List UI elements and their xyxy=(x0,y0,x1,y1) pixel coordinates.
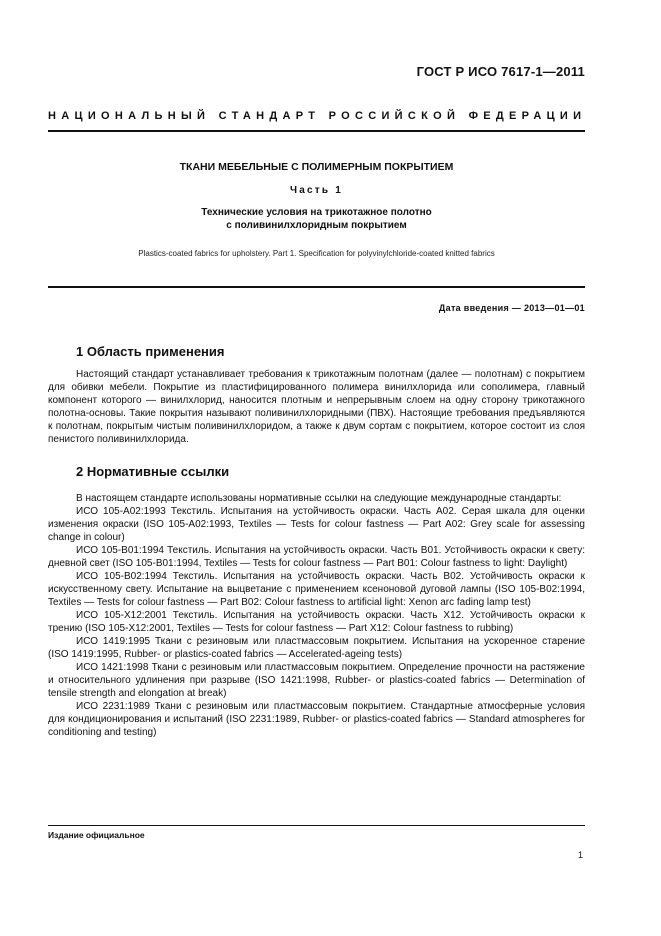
official-edition-label: Издание официальное xyxy=(48,830,145,840)
part-number: Часть 1 xyxy=(290,185,343,196)
section-1-heading: 1 Область применения xyxy=(76,344,225,359)
page-number: 1 xyxy=(577,850,583,860)
section-2-body xyxy=(48,492,585,739)
top-divider xyxy=(48,130,585,132)
title-divider xyxy=(48,286,585,288)
reference-item: ИСО 105-B02:1994 Текстиль. Испытания на устойчивость окраски. Часть В02. Устойчивость окраски к искусственному свету. Испытание на выцветание с применением ксеноновой дуговой лампы (ISO 105-B02:1994, Textiles — Tests for colour fastness — Part B02: Colour fastness to artificial light: Xenon arc fading lamp test) xyxy=(48,571,585,608)
standard-code: ГОСТ Р ИСО 7617-1—2011 xyxy=(416,64,585,79)
footer-divider xyxy=(48,825,585,826)
introduction-date: Дата введения — 2013—01—01 xyxy=(438,303,585,313)
reference-item: ИСО 105-B01:1994 Текстиль. Испытания на устойчивость окраски. Часть В01. Устойчивость окраски к свету: дневной свет (ISO 105-B01:1994, Textiles — Tests for colour fastness — Part B01: Colour fastness to light: Daylight) xyxy=(48,545,585,569)
section-1-body xyxy=(48,368,585,446)
section-1-paragraph: Настоящий стандарт устанавливает требования к трикотажным полотнам (далее — полотнам) с покрытием для обивки мебели. Покрытие из пластифицированного полимера винилхлорида или сополимера, главный компонент которого — винилхлорид, наносится плотным и непрерывным слоем на одну сторону трикотажного полотна-основы. Такие покрытия называют поливинилхлоридными (ПВХ). Настоящие требования предъявляются к полотнам, покрытым чистым поливинилхлоридом, а также к двум сортам с покрытием, которое состоит из слоя пенистого поливинилхлорида. xyxy=(48,369,585,445)
reference-item: ИСО 105-A02:1993 Текстиль. Испытания на устойчивость окраски. Часть А02. Серая шкала для оценки изменения окраски (ISO 105-A02:1993, Textiles — Tests for colour fastness — Part A02: Grey scale for assessing change in colour) xyxy=(48,506,585,543)
section-2-intro: В настоящем стандарте использованы нормативные ссылки на следующие международные стандарты: xyxy=(76,493,562,504)
subtitle-line-2: с поливинилхлоридным покрытием xyxy=(226,220,407,231)
english-title: Plastics-coated fabrics for upholstery. Part 1. Specification for polyvinylchloride-coated knitted fabrics xyxy=(138,249,495,258)
reference-item: ИСО 105-X12:2001 Текстиль. Испытания на устойчивость окраски. Часть Х12. Устойчивость окраски к трению (ISO 105-X12:2001, Textiles — Tests for colour fastness — Part X12: Colour fastness to rubbing) xyxy=(48,610,585,634)
reference-item: ИСО 2231:1989 Ткани с резиновым или пластмассовым покрытием. Стандартные атмосферные условия для кондиционирования и испытаний (ISO 2231:1989, Rubber- or plastics-coated fabrics — Standard atmospheres for conditioning and testing) xyxy=(48,701,585,738)
document-title: ТКАНИ МЕБЕЛЬНЫЕ С ПОЛИМЕРНЫМ ПОКРЫТИЕМ xyxy=(179,161,454,173)
reference-item: ИСО 1419:1995 Ткани с резиновым или пластмассовым покрытием. Испытания на ускоренное старение (ISO 1419:1995, Rubber- or plastics-coated fabrics — Accelerated-ageing tests) xyxy=(48,636,585,660)
document-subtitle xyxy=(48,206,585,232)
national-standard-banner: НАЦИОНАЛЬНЫЙ СТАНДАРТ РОССИЙСКОЙ ФЕДЕРАЦИИ xyxy=(48,110,587,122)
subtitle-line-1: Технические условия на трикотажное полотно xyxy=(201,207,432,218)
reference-item: ИСО 1421:1998 Ткани с резиновым или пластмассовым покрытием. Определение прочности на растяжение и относительного удлинения при разрыве (ISO 1421:1998, Rubber- or plastics-coated fabrics — Determination of tensile strength and elongation at break) xyxy=(48,662,585,699)
section-2-heading: 2 Нормативные ссылки xyxy=(76,464,230,479)
